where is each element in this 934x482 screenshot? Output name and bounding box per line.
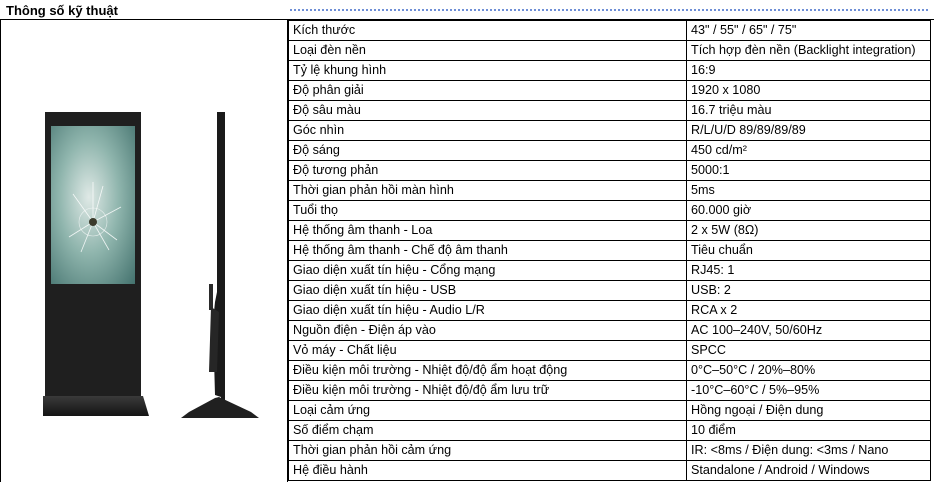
- spec-label[interactable]: Điều kiện môi trường - Nhiệt độ/độ ẩm hoạt động: [289, 361, 687, 381]
- spec-value[interactable]: 0°C–50°C / 20%–80%: [687, 361, 931, 381]
- spec-row: [289, 381, 931, 401]
- product-image-cell: [0, 20, 288, 482]
- spec-value[interactable]: R/L/U/D 89/89/89/89: [687, 121, 931, 141]
- spec-label[interactable]: Kích thước: [289, 21, 687, 41]
- spec-value[interactable]: IR: <8ms / Điện dung: <3ms / Nano: [687, 441, 931, 461]
- spec-value[interactable]: 450 cd/m²: [687, 141, 931, 161]
- spec-row: [289, 121, 931, 141]
- spec-row: [289, 101, 931, 121]
- spec-value[interactable]: Tích hợp đèn nền (Backlight integration): [687, 41, 931, 61]
- spec-row: [289, 81, 931, 101]
- spec-label[interactable]: Số điểm chạm: [289, 421, 687, 441]
- spec-row: [289, 161, 931, 181]
- spec-label[interactable]: Góc nhìn: [289, 121, 687, 141]
- spec-label[interactable]: Tuổi thọ: [289, 201, 687, 221]
- spec-value[interactable]: 16:9: [687, 61, 931, 81]
- spec-value[interactable]: -10°C–60°C / 5%–95%: [687, 381, 931, 401]
- spec-label[interactable]: Giao diện xuất tín hiệu - Cổng mạng: [289, 261, 687, 281]
- spec-value[interactable]: 5000:1: [687, 161, 931, 181]
- spec-row: [289, 401, 931, 421]
- spec-label[interactable]: Hệ thống âm thanh - Chế độ âm thanh: [289, 241, 687, 261]
- spec-value[interactable]: 43" / 55" / 65" / 75": [687, 21, 931, 41]
- spec-row: [289, 41, 931, 61]
- spec-label[interactable]: Thời gian phản hồi màn hình: [289, 181, 687, 201]
- spec-value[interactable]: 16.7 triệu màu: [687, 101, 931, 121]
- spec-value[interactable]: 60.000 giờ: [687, 201, 931, 221]
- spec-row: [289, 221, 931, 241]
- spec-value[interactable]: 5ms: [687, 181, 931, 201]
- spec-row: [289, 141, 931, 161]
- spec-label[interactable]: Loại đèn nền: [289, 41, 687, 61]
- spec-row: [289, 441, 931, 461]
- spec-row: [289, 261, 931, 281]
- spec-value[interactable]: RCA x 2: [687, 301, 931, 321]
- spec-value[interactable]: Standalone / Android / Windows: [687, 461, 931, 481]
- spec-label[interactable]: Nguồn điện - Điện áp vào: [289, 321, 687, 341]
- spec-label[interactable]: Thời gian phản hồi cảm ứng: [289, 441, 687, 461]
- spec-label[interactable]: Hệ điều hành: [289, 461, 687, 481]
- spec-row: [289, 461, 931, 481]
- spec-table: [288, 20, 931, 481]
- spec-value[interactable]: 1920 x 1080: [687, 81, 931, 101]
- sheet-title: Thông số kỹ thuật: [6, 3, 118, 18]
- spec-label[interactable]: Độ sâu màu: [289, 101, 687, 121]
- selection-border: [290, 9, 928, 11]
- spec-value[interactable]: 10 điểm: [687, 421, 931, 441]
- spec-value[interactable]: USB: 2: [687, 281, 931, 301]
- kiosk-side-image: [179, 112, 261, 422]
- spec-row: [289, 61, 931, 81]
- sheet-title-row: [0, 0, 934, 20]
- spec-label[interactable]: Loại cảm ứng: [289, 401, 687, 421]
- spec-value[interactable]: Tiêu chuẩn: [687, 241, 931, 261]
- spec-value[interactable]: SPCC: [687, 341, 931, 361]
- spec-row: [289, 181, 931, 201]
- spec-value[interactable]: AC 100–240V, 50/60Hz: [687, 321, 931, 341]
- spec-row: [289, 301, 931, 321]
- kiosk-front-image: [43, 112, 151, 418]
- spec-label[interactable]: Giao diện xuất tín hiệu - USB: [289, 281, 687, 301]
- spec-row: [289, 281, 931, 301]
- spec-label[interactable]: Độ phân giải: [289, 81, 687, 101]
- spec-label[interactable]: Điều kiện môi trường - Nhiệt độ/độ ẩm lưu trữ: [289, 381, 687, 401]
- spec-row: [289, 241, 931, 261]
- spec-label[interactable]: Tỷ lệ khung hình: [289, 61, 687, 81]
- spec-row: [289, 421, 931, 441]
- spec-value[interactable]: 2 x 5W (8Ω): [687, 221, 931, 241]
- spec-label[interactable]: Độ sáng: [289, 141, 687, 161]
- spec-row: [289, 341, 931, 361]
- spec-label[interactable]: Giao diện xuất tín hiệu - Audio L/R: [289, 301, 687, 321]
- spec-row: [289, 201, 931, 221]
- spec-label[interactable]: Vỏ máy - Chất liệu: [289, 341, 687, 361]
- spec-label[interactable]: Hệ thống âm thanh - Loa: [289, 221, 687, 241]
- spec-row: [289, 321, 931, 341]
- spec-row: [289, 21, 931, 41]
- spec-value[interactable]: Hồng ngoại / Điện dung: [687, 401, 931, 421]
- spec-row: [289, 361, 931, 381]
- spec-value[interactable]: RJ45: 1: [687, 261, 931, 281]
- spec-label[interactable]: Độ tương phản: [289, 161, 687, 181]
